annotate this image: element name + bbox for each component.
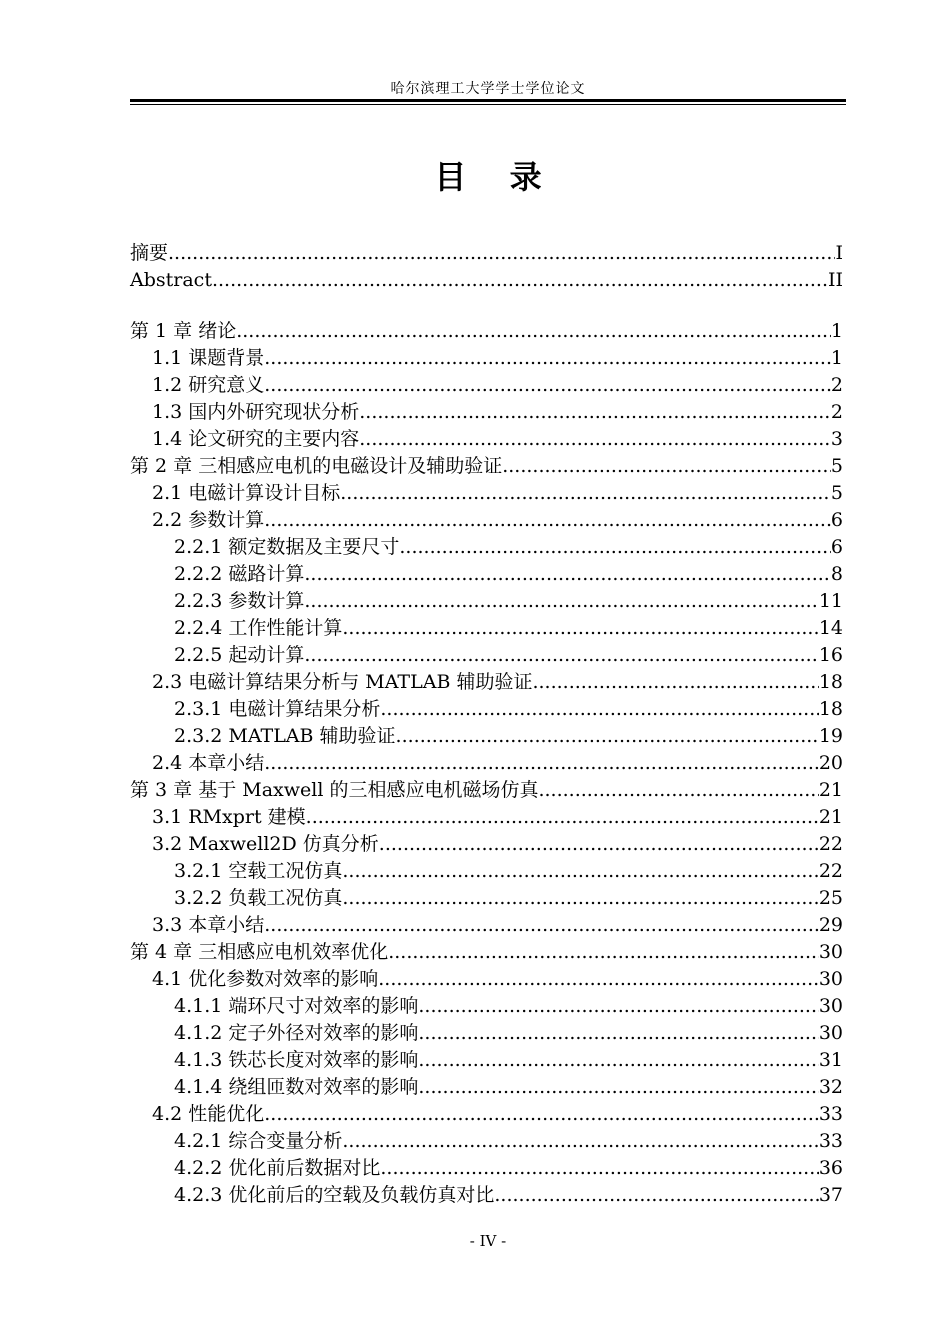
toc-entry[interactable] (130, 1020, 843, 1047)
toc-leader-dots (304, 588, 818, 615)
toc-entry[interactable] (130, 858, 843, 885)
toc-entry-page: 37 (818, 1184, 843, 1206)
toc-entry[interactable] (130, 534, 843, 561)
toc-entry-label: 4.2.3 优化前后的空载及负载仿真对比 (174, 1184, 495, 1206)
toc-entry-label: 3.2.1 空载工况仿真 (174, 860, 343, 882)
toc-entry-label: 4.1.4 绕组匝数对效率的影响 (174, 1076, 419, 1098)
toc-leader-dots (264, 912, 819, 939)
toc-leader-dots (538, 777, 818, 804)
toc-entry-page: 5 (830, 482, 843, 504)
toc-entry-page: 21 (818, 779, 843, 801)
toc-leader-dots (342, 1128, 818, 1155)
toc-leader-dots (264, 372, 831, 399)
toc-leader-dots (304, 642, 818, 669)
toc-leader-dots (340, 480, 831, 507)
toc-entry-label: 第 4 章 三相感应电机效率优化 (130, 941, 389, 963)
toc-entry-label: 第 2 章 三相感应电机的电磁设计及辅助验证 (130, 455, 503, 477)
toc-entry-label: 1.1 课题背景 (152, 347, 265, 369)
toc-entry-page: 11 (818, 590, 843, 612)
toc-entry-label: 4.1.1 端环尺寸对效率的影响 (174, 995, 419, 1017)
toc-entry-page: 22 (818, 860, 843, 882)
toc-leader-dots (379, 831, 819, 858)
toc-entry[interactable] (130, 588, 843, 615)
toc-leader-dots (236, 318, 831, 345)
toc-entry-page: 30 (818, 941, 843, 963)
toc-entry[interactable] (130, 1047, 843, 1074)
toc-entry-page: II (827, 269, 843, 291)
toc-entry[interactable] (130, 966, 843, 993)
toc-entry-label: 2.4 本章小结 (152, 752, 265, 774)
toc-entry-label: 2.1 电磁计算设计目标 (152, 482, 341, 504)
toc-entry-label: 4.2 性能优化 (152, 1103, 265, 1125)
toc-entry-page: 32 (818, 1076, 843, 1098)
toc-entry-page: 29 (818, 914, 843, 936)
toc-entry[interactable] (130, 696, 843, 723)
toc-entry-label: 2.3.2 MATLAB 辅助验证 (174, 725, 396, 747)
toc-entry[interactable] (130, 240, 843, 267)
toc-entry-page: 5 (830, 455, 843, 477)
toc-entry[interactable] (130, 1155, 843, 1182)
toc-entry[interactable] (130, 831, 843, 858)
toc-leader-dots (212, 267, 828, 294)
toc-entry[interactable] (130, 1074, 843, 1101)
toc-entry-label: 1.4 论文研究的主要内容 (152, 428, 360, 450)
toc-entry[interactable] (130, 723, 843, 750)
toc-entry-page: 1 (830, 347, 843, 369)
toc-entry[interactable] (130, 615, 843, 642)
toc-leader-dots (388, 939, 819, 966)
toc-entry-page: 14 (818, 617, 843, 639)
toc-entry-label: 3.2.2 负载工况仿真 (174, 887, 343, 909)
running-header: 哈尔滨理工大学学士学位论文 (390, 81, 586, 97)
toc-entry-page: I (835, 242, 843, 264)
toc-leader-dots (378, 966, 819, 993)
toc-entry-page: 18 (818, 671, 843, 693)
toc-entry-label: 第 1 章 绪论 (130, 320, 237, 342)
toc-entry[interactable] (130, 750, 843, 777)
toc-entry-page: 30 (818, 968, 843, 990)
toc-entry-label: 2.2.4 工作性能计算 (174, 617, 343, 639)
toc-leader-dots (532, 669, 818, 696)
toc-entry-page: 25 (818, 887, 843, 909)
toc-leader-dots (359, 426, 831, 453)
toc-leader-dots (264, 507, 831, 534)
toc-entry-page: 2 (830, 401, 843, 423)
toc-entry-page: 3 (830, 428, 843, 450)
toc-entry[interactable] (130, 267, 843, 294)
toc-entry-label: 3.3 本章小结 (152, 914, 265, 936)
toc-entry-label: 4.1 优化参数对效率的影响 (152, 968, 379, 990)
toc-entry-label: 第 3 章 基于 Maxwell 的三相感应电机磁场仿真 (130, 779, 539, 801)
toc-leader-dots (418, 1047, 818, 1074)
toc-leader-dots (342, 885, 818, 912)
toc-leader-dots (264, 1101, 819, 1128)
toc-entry-label: 2.2.2 磁路计算 (174, 563, 305, 585)
toc-entry-page: 2 (830, 374, 843, 396)
toc-entry[interactable] (130, 1182, 843, 1209)
header-rule-thin (130, 104, 846, 105)
toc-entry-label: 1.2 研究意义 (152, 374, 265, 396)
toc-entry[interactable] (130, 1101, 843, 1128)
toc-leader-dots (306, 804, 819, 831)
toc-entry-page: 21 (818, 806, 843, 828)
page-title: 目 录 (434, 158, 558, 196)
toc-entry[interactable] (130, 669, 843, 696)
toc-entry-page: 30 (818, 995, 843, 1017)
toc-entry[interactable] (130, 1128, 843, 1155)
toc-entry[interactable] (130, 561, 843, 588)
toc-entry-label: 2.2.3 参数计算 (174, 590, 305, 612)
toc-leader-dots (418, 993, 818, 1020)
toc-entry-label: Abstract (130, 269, 212, 291)
toc-leader-dots (418, 1020, 818, 1047)
toc-leader-dots (264, 750, 819, 777)
toc-entry-label: 2.2 参数计算 (152, 509, 265, 531)
toc-entry[interactable] (130, 372, 843, 399)
toc-entry-label: 3.1 RMxprt 建模 (152, 806, 306, 828)
toc-leader-dots (380, 696, 818, 723)
toc-entry-page: 16 (818, 644, 843, 666)
toc-entry[interactable] (130, 453, 843, 480)
header-rule-thick (130, 99, 846, 102)
toc-entry[interactable] (130, 318, 843, 345)
toc-entry[interactable] (130, 345, 843, 372)
toc-entry[interactable] (130, 507, 843, 534)
toc-entry-label: 2.2.1 额定数据及主要尺寸 (174, 536, 400, 558)
toc-entry[interactable] (130, 642, 843, 669)
toc-entry-label: 1.3 国内外研究现状分析 (152, 401, 360, 423)
toc-entry-page: 6 (830, 536, 843, 558)
toc-leader-dots (342, 858, 818, 885)
toc-entry-label: 摘要 (130, 242, 169, 264)
toc-leader-dots (502, 453, 831, 480)
toc-entry-page: 19 (818, 725, 843, 747)
toc-leader-dots (418, 1074, 818, 1101)
toc-entry-label: 2.3 电磁计算结果分析与 MATLAB 辅助验证 (152, 671, 533, 693)
toc-leader-dots (396, 723, 819, 750)
toc-leader-dots (168, 240, 835, 267)
toc-leader-dots (399, 534, 831, 561)
toc-entry-page: 1 (830, 320, 843, 342)
toc-entry-label: 4.2.2 优化前后数据对比 (174, 1157, 381, 1179)
toc-entry-label: 4.1.3 铁芯长度对效率的影响 (174, 1049, 419, 1071)
toc-entry-page: 31 (818, 1049, 843, 1071)
toc-entry-label: 2.3.1 电磁计算结果分析 (174, 698, 381, 720)
toc-entry[interactable] (130, 777, 843, 804)
toc-leader-dots (342, 615, 818, 642)
toc-entry[interactable] (130, 993, 843, 1020)
toc-leader-dots (380, 1155, 818, 1182)
toc-entry-label: 3.2 Maxwell2D 仿真分析 (152, 833, 379, 855)
toc-entry[interactable] (130, 939, 843, 966)
toc-entry-page: 6 (830, 509, 843, 531)
toc-entry[interactable] (130, 399, 843, 426)
toc-entry-page: 36 (818, 1157, 843, 1179)
toc-entry-page: 8 (830, 563, 843, 585)
toc-entry-page: 18 (818, 698, 843, 720)
toc-entry-label: 2.2.5 起动计算 (174, 644, 305, 666)
toc-entry-page: 33 (818, 1130, 843, 1152)
toc-leader-dots (359, 399, 831, 426)
page-number: - IV - (469, 1232, 507, 1250)
toc-entry[interactable] (130, 426, 843, 453)
toc-entry-page: 30 (818, 1022, 843, 1044)
toc-entry-page: 20 (818, 752, 843, 774)
toc-leader-dots (494, 1182, 818, 1209)
toc-leader-dots (264, 345, 831, 372)
toc-entry-label: 4.1.2 定子外径对效率的影响 (174, 1022, 419, 1044)
table-of-contents (130, 240, 843, 1209)
toc-entry-page: 22 (818, 833, 843, 855)
toc-entry-label: 4.2.1 综合变量分析 (174, 1130, 343, 1152)
toc-entry[interactable] (130, 804, 843, 831)
toc-entry[interactable] (130, 912, 843, 939)
toc-entry-page: 33 (818, 1103, 843, 1125)
toc-entry[interactable] (130, 885, 843, 912)
toc-entry[interactable] (130, 480, 843, 507)
toc-leader-dots (304, 561, 831, 588)
